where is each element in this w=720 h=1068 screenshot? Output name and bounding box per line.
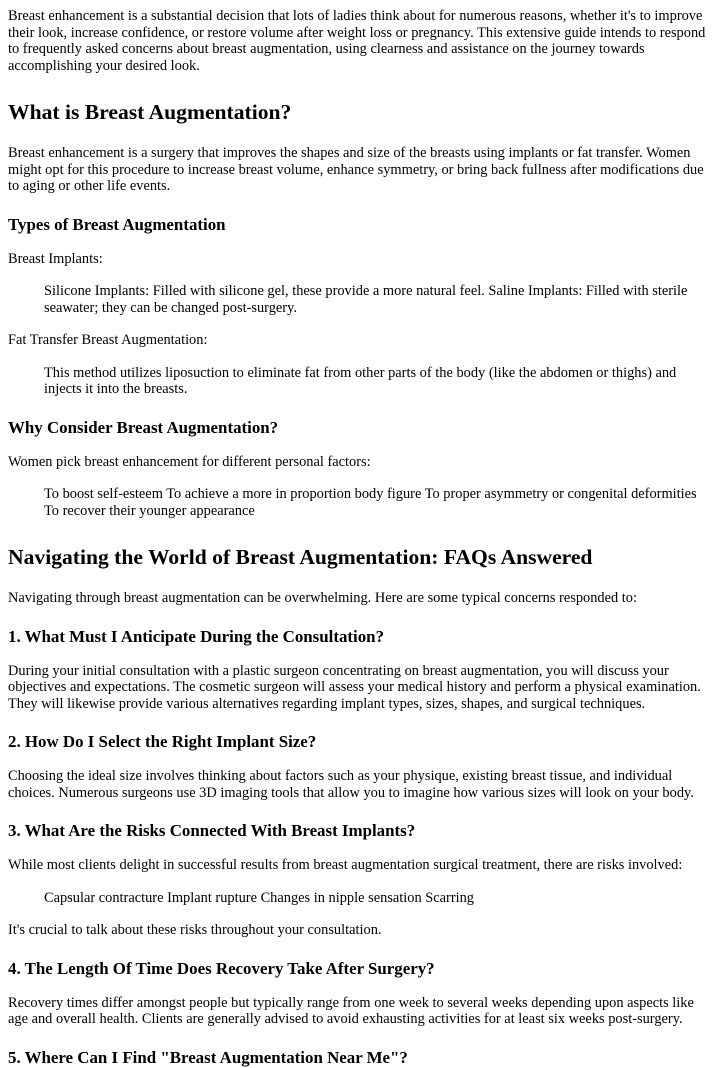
why-reasons-list: To boost self-esteem To achieve a more in proportion body figure To proper asymmetry or congenital deformities To recover their younger appearance — [44, 486, 697, 519]
heading-faq-consultation: 1. What Must I Anticipate During the Consultation? — [8, 626, 385, 646]
heading-types: Types of Breast Augmentation — [8, 214, 226, 234]
heading-faqs: Navigating the World of Breast Augmentation: FAQs Answered — [8, 545, 593, 569]
fat-transfer-description: This method utilizes liposuction to eliminate fat from other parts of the body (like the abdomen or thighs) and injects it into the breasts. — [44, 364, 677, 397]
heading-faq-recovery: 4. The Length Of Time Does Recovery Take After Surgery? — [8, 958, 435, 978]
faq-implant-size-answer: Choosing the ideal size involves thinking about factors such as your physique, existing breast tissue, and individual choices. Numerous surgeons use 3D imaging tools that allow you to imagine how various sizes will look on your body. — [8, 768, 694, 801]
implants-label: Breast Implants: — [8, 250, 103, 267]
heading-faq-risks: 3. What Are the Risks Connected With Breast Implants? — [8, 821, 416, 840]
heading-faq-implant-size: 2. How Do I Select the Right Implant Size? — [8, 732, 317, 751]
faq-risks-answer: While most clients delight in successful results from breast augmentation surgical treatment, there are risks involved: — [8, 857, 683, 873]
heading-faq-near-me: 5. Where Can I Find "Breast Augmentation Near Me"? — [8, 1047, 408, 1067]
faq-recovery-answer: Recovery times differ amongst people but typically range from one week to several weeks depending upon aspects like age and overall health. Clients are generally advised to avoid exhausting activities for at least six weeks post-surgery. — [8, 994, 694, 1027]
intro-paragraph: Breast enhancement is a substantial decision that lots of ladies think about for numerous reasons, whether it's to improve their look, increase confidence, or restore volume after weight loss or pregnancy. This extensive guide intends to respond to frequently asked concerns about breast augmentation, using clearness and assistance on the journey towards accomplishing your desired look. — [8, 8, 706, 74]
implants-description: Silicone Implants: Filled with silicone gel, these provide a more natural feel. Saline Implants: Filled with sterile seawater; they can be changed post-surgery. — [44, 283, 688, 316]
definition-paragraph: Breast enhancement is a surgery that improves the shapes and size of the breasts using implants or fat transfer. Women might opt for this procedure to increase breast volume, enhance symmetry, or bring back fullness after modifications due to aging or other life events. — [8, 145, 704, 194]
faqs-intro-paragraph: Navigating through breast augmentation can be overwhelming. Here are some typical concerns responded to: — [8, 590, 637, 606]
faq-risks-list: Capsular contracture Implant rupture Changes in nipple sensation Scarring — [44, 889, 474, 906]
why-paragraph: Women pick breast enhancement for different personal factors: — [8, 453, 371, 470]
fat-transfer-label: Fat Transfer Breast Augmentation: — [8, 332, 208, 348]
heading-why-consider: Why Consider Breast Augmentation? — [8, 417, 279, 437]
faq-risks-note: It's crucial to talk about these risks throughout your consultation. — [8, 922, 382, 938]
heading-what-is-breast-augmentation: What is Breast Augmentation? — [8, 100, 292, 124]
faq-consultation-answer: During your initial consultation with a plastic surgeon concentrating on breast augmentation, you will discuss your objectives and expectations. The cosmetic surgeon will assess your medical history and perform a physical examination. They will likewise provide various alternatives regarding implant types, sizes, shapes, and surgical techniques. — [8, 662, 701, 712]
